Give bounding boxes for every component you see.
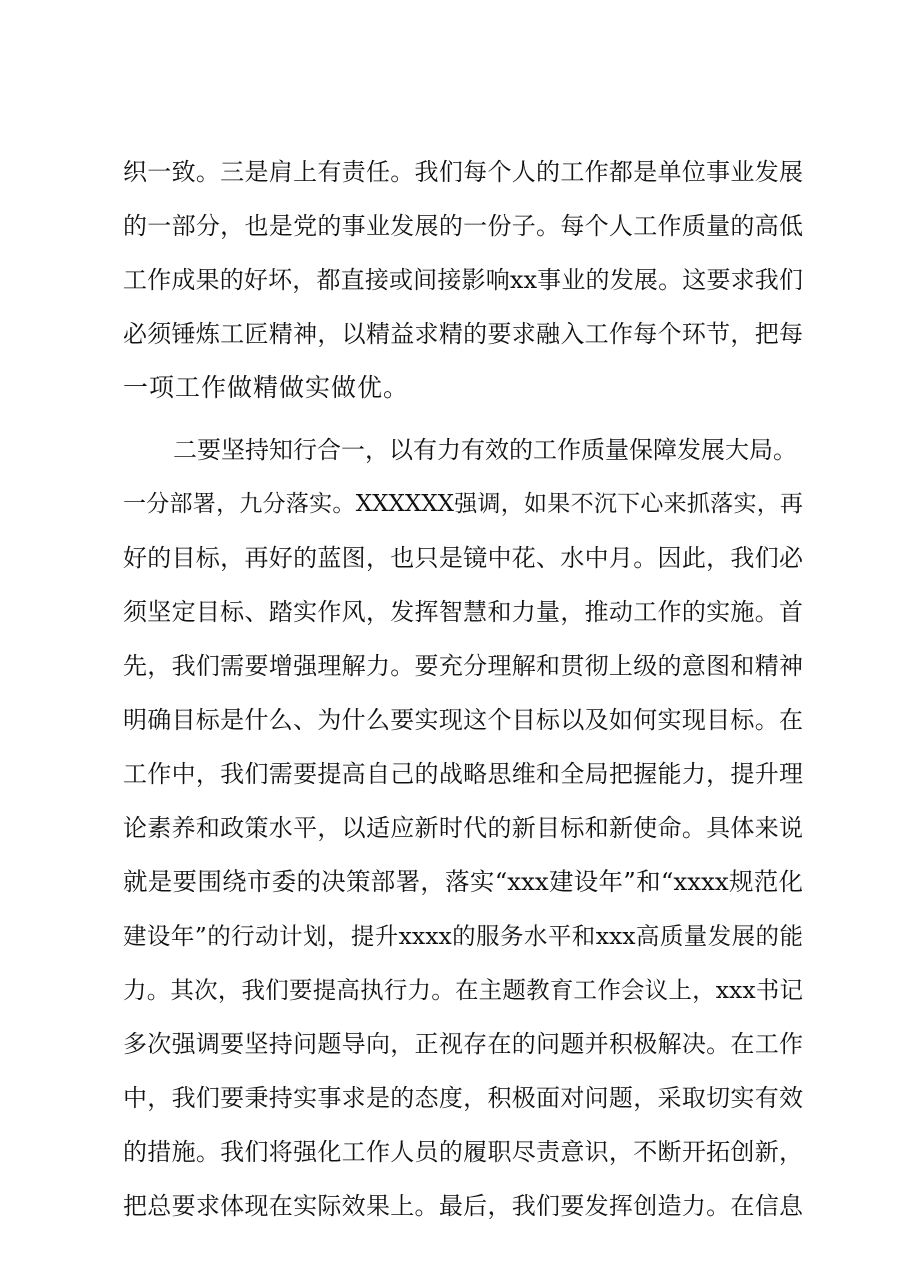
paragraph-start-line: 二要坚持知行合一，以有力有效的工作质量保障发展大局。 — [173, 436, 797, 464]
text-line: 工作成果的好坏，都直接或间接影响xx事业的发展。这要求我们 — [123, 266, 803, 294]
text-line: 建设年”的行动计划，提升xxxx的服务水平和xxx高质量发展的能 — [123, 922, 803, 950]
text-line: 织一致。三是肩上有责任。我们每个人的工作都是单位事业发展 — [123, 158, 803, 186]
text-line: 的一部分，也是党的事业发展的一份子。每个人工作质量的高低 — [123, 212, 803, 240]
text-line: 须坚定目标、踏实作风，发挥智慧和力量，推动工作的实施。首 — [123, 598, 803, 626]
text-line: 把总要求体现在实际效果上。最后，我们要发挥创造力。在信息 — [123, 1192, 803, 1220]
text-line: 先，我们需要增强理解力。要充分理解和贯彻上级的意图和精神 — [123, 652, 803, 680]
text-line: 一分部署，九分落实。XXXXXX强调，如果不沉下心来抓落实，再 — [123, 491, 803, 517]
text-line: 明确目标是什么、为什么要实现这个目标以及如何实现目标。在 — [123, 706, 803, 734]
text-line: 中，我们要秉持实事求是的态度，积极面对问题，采取切实有效 — [123, 1084, 803, 1112]
text-line: 论素养和政策水平，以适应新时代的新目标和新使命。具体来说 — [123, 814, 803, 842]
text-line: 一项工作做精做实做优。 — [123, 373, 410, 402]
text-line: 好的目标，再好的蓝图，也只是镜中花、水中月。因此，我们必 — [123, 544, 803, 572]
text-line: 的措施。我们将强化工作人员的履职尽责意识，不断开拓创新， — [123, 1138, 803, 1166]
text-line: 多次强调要坚持问题导向，正视存在的问题并积极解决。在工作 — [123, 1030, 803, 1058]
text-line: 必须锤炼工匠精神，以精益求精的要求融入工作每个环节，把每 — [123, 320, 803, 348]
text-line: 力。其次，我们要提高执行力。在主题教育工作会议上，xxx书记 — [123, 976, 803, 1004]
text-line: 工作中，我们需要提高自己的战略思维和全局把握能力，提升理 — [123, 760, 803, 788]
text-line: 就是要围绕市委的决策部署，落实“xxx建设年”和“xxxx规范化 — [123, 867, 803, 896]
